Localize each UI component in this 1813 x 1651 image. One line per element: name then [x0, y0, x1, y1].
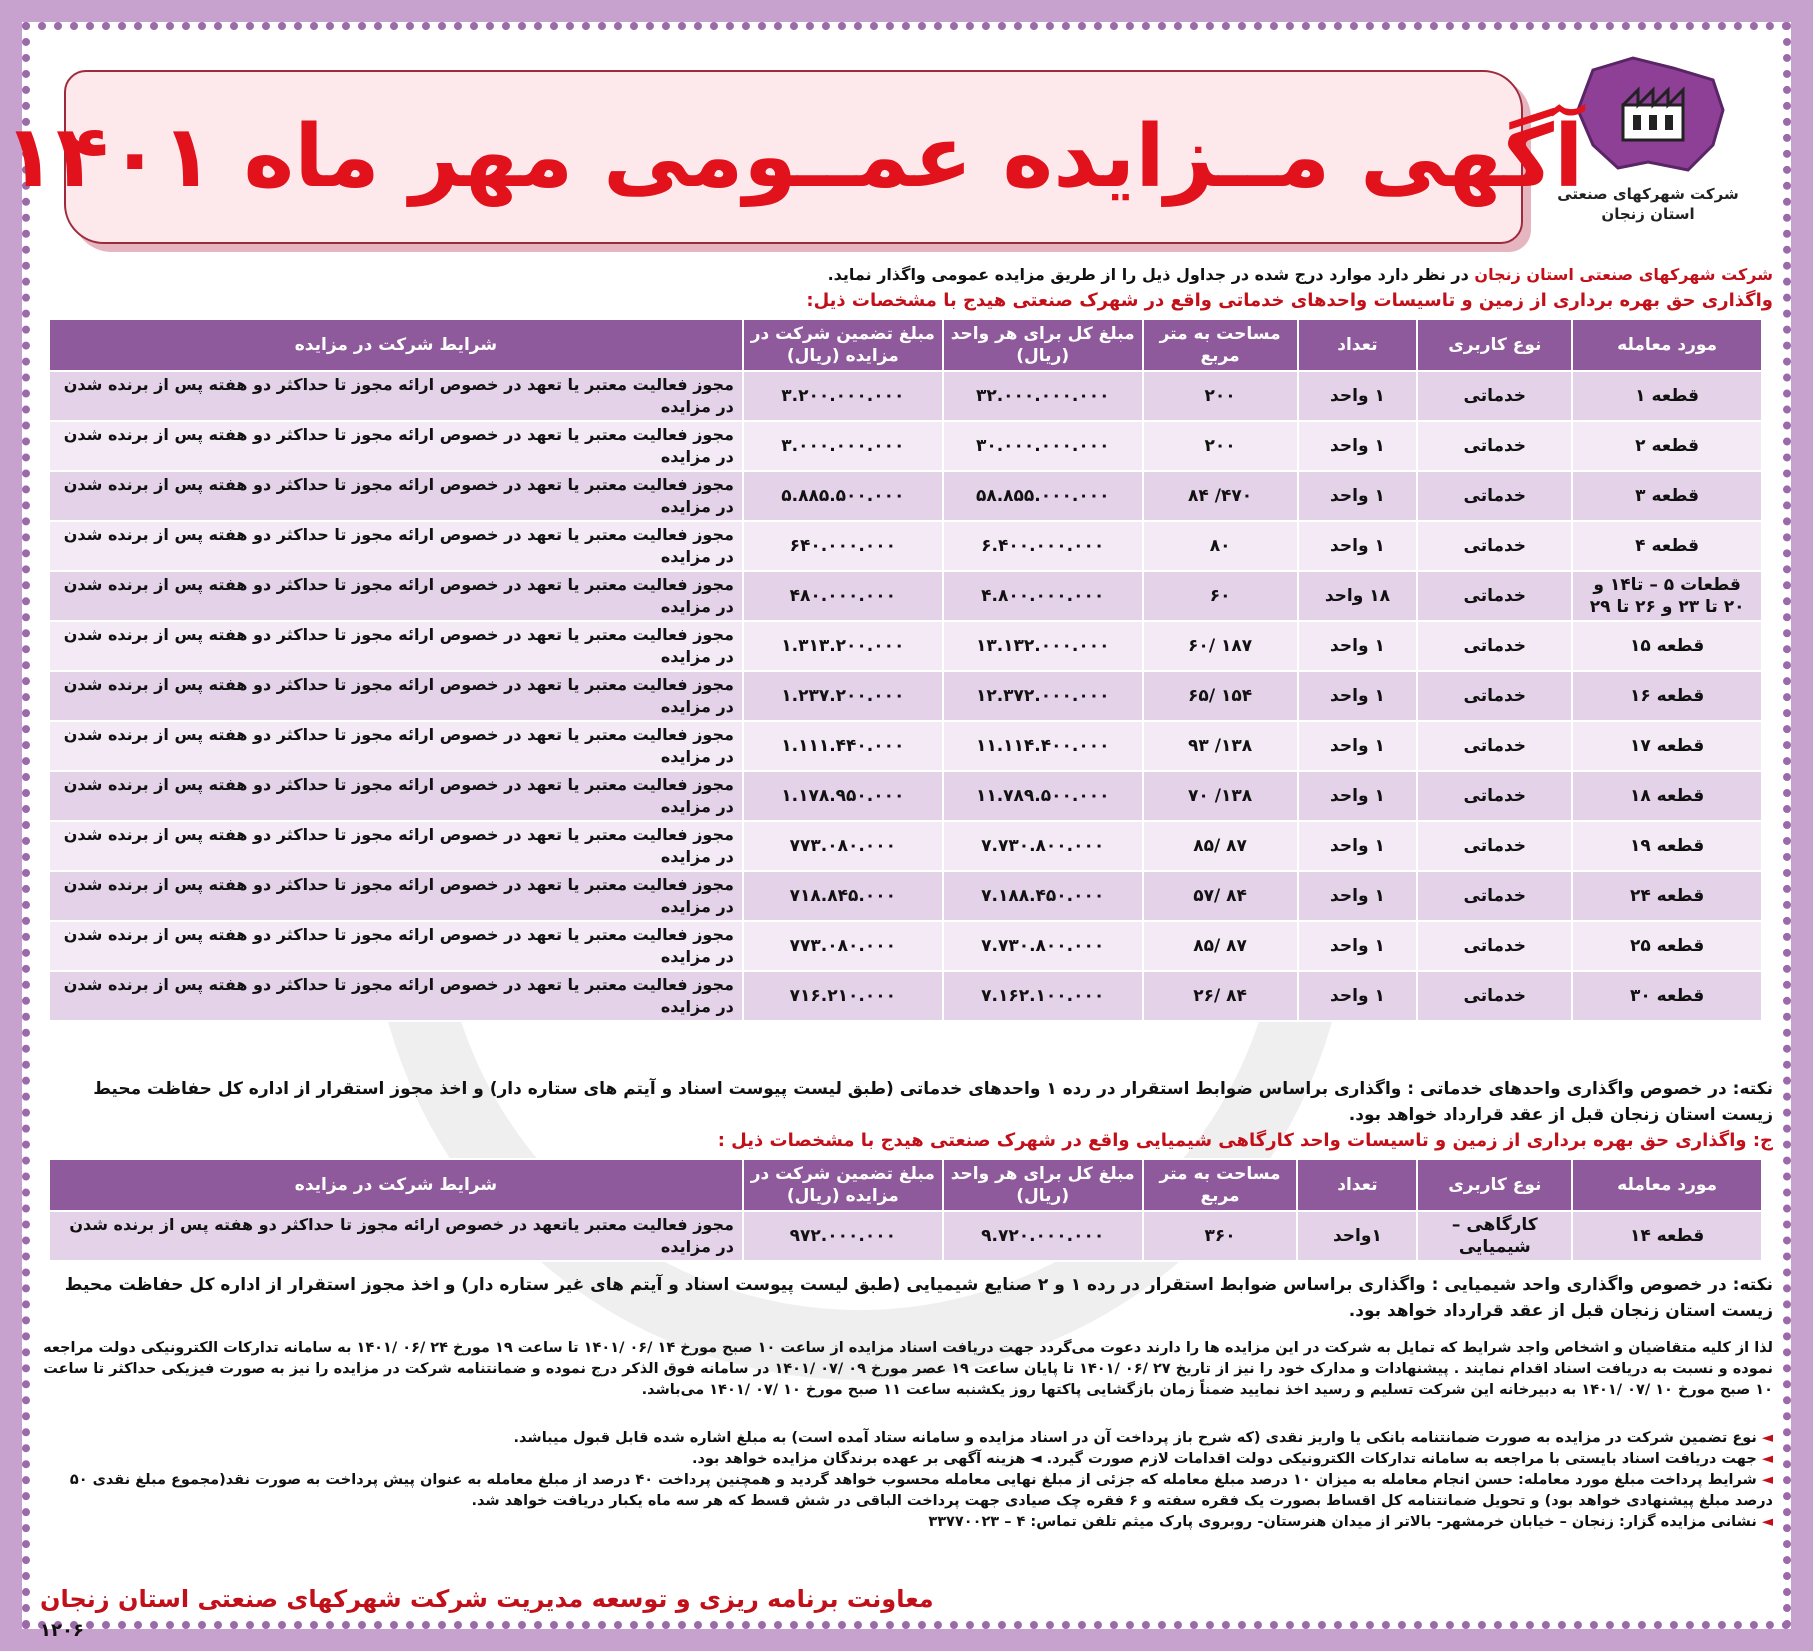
- column-header: نوع کاربری: [1417, 1159, 1572, 1211]
- table-cell-total: ۱۱.۷۸۹.۵۰۰.۰۰۰: [943, 771, 1143, 821]
- table-cell-guarantee: ۷۷۳.۰۸۰.۰۰۰: [743, 921, 943, 971]
- table-cell-item: قطعه ۱: [1572, 371, 1762, 421]
- table-cell-use: خدماتی: [1417, 871, 1572, 921]
- column-header: تعداد: [1297, 1159, 1417, 1211]
- logo-text-line2: استان زنجان: [1601, 205, 1695, 223]
- page-number: ۱۲۰۶: [40, 1620, 84, 1641]
- table-row: [49, 921, 1762, 971]
- table-row: [49, 421, 1762, 471]
- column-header: مبلغ تضمین شرکت در مزایده (ریال): [743, 1159, 943, 1211]
- arrow-left-icon: ◄: [1756, 1451, 1773, 1467]
- table-cell-cond: مجوز فعالیت معتبر یا تعهد در خصوص ارائه مجوز تا حداکثر دو هفته پس از برنده شدن در مزایده: [49, 921, 743, 971]
- table-cell-area: ۳۶۰: [1143, 1211, 1298, 1261]
- table-cell-guarantee: ۷۱۶.۲۱۰.۰۰۰: [743, 971, 943, 1021]
- table-cell-area: ۱۵۴ /۶۵: [1143, 671, 1298, 721]
- table-cell-cond: مجوز فعالیت معتبر یا تعهد در خصوص ارائه مجوز تا حداکثر دو هفته پس از برنده شدن در مزایده: [49, 471, 743, 521]
- table-row: [49, 471, 1762, 521]
- intro-body: در نظر دارد موارد درج شده در جداول ذیل را از طریق مزایده عمومی واگذار نماید.: [827, 265, 1469, 284]
- bullet-text: شرایط پرداخت مبلغ مورد معامله: حسن انجام معامله به میزان ۱۰ درصد مبلغ معامله که جزئی از مبلغ نهایی معامله محسوب خواهد گردید و همچنین پرداخت ۴۰ درصد از مبلغ معامله به عنوان پیش پرداخت به صورت نقد(مجموع مبلغ نقدی ۵۰ درصد مبلغ پیشنهادی خواهد بود) و تحویل ضمانتنامه کل اقساط بصورت یک فقره سفته و ۶ فقره چک صیادی جهت پرداخت الباقی در شش قسط که هر سه ماه یکبار دریافت خواهد شد.: [69, 1472, 1773, 1509]
- table-cell-area: ۸۴ /۵۷: [1143, 871, 1298, 921]
- table-cell-total: ۴.۸۰۰.۰۰۰.۰۰۰: [943, 571, 1143, 621]
- table-cell-item: قطعه ۱۶: [1572, 671, 1762, 721]
- table-cell-guarantee: ۳.۲۰۰.۰۰۰.۰۰۰: [743, 371, 943, 421]
- table-cell-total: ۱۱.۱۱۴.۴۰۰.۰۰۰: [943, 721, 1143, 771]
- table-cell-count: ۱ واحد: [1298, 471, 1418, 521]
- table-cell-guarantee: ۶۴۰.۰۰۰.۰۰۰: [743, 521, 943, 571]
- section1-title: واگذاری حق بهره برداری از زمین و تاسیسات واحدهای خدماتی واقع در شهرک صنعتی هیدج با مشخصات ذیل:: [806, 290, 1773, 311]
- table-cell-use: خدماتی: [1417, 621, 1572, 671]
- column-header: مساحت به متر مربع: [1143, 319, 1298, 371]
- table-cell-guarantee: ۱.۲۳۷.۲۰۰.۰۰۰: [743, 671, 943, 721]
- table-cell-cond: مجوز فعالیت معتبر یا تعهد در خصوص ارائه مجوز تا حداکثر دو هفته پس از برنده شدن در مزایده: [49, 771, 743, 821]
- table-cell-item: قطعه ۲۴: [1572, 871, 1762, 921]
- announcement: [3, 40, 1773, 1641]
- table-cell-area: ۸۴ /۲۶: [1143, 971, 1298, 1021]
- column-header: مبلغ کل برای هر واحد (ریال): [943, 319, 1143, 371]
- table-cell-count: ۱ واحد: [1298, 771, 1418, 821]
- footer-signature: معاونت برنامه ریزی و توسعه مدیریت شرکت شهرکهای صنعتی استان زنجان: [40, 1585, 934, 1613]
- table-cell-item: قطعه ۱۸: [1572, 771, 1762, 821]
- chemical-table: [48, 1158, 1763, 1262]
- table-cell-total: ۷.۷۳۰.۸۰۰.۰۰۰: [943, 821, 1143, 871]
- table-row: [49, 671, 1762, 721]
- table-row: [49, 1211, 1762, 1261]
- title-banner: [3, 70, 1584, 244]
- table-cell-total: ۶.۴۰۰.۰۰۰.۰۰۰: [943, 521, 1143, 571]
- table-cell-use: خدماتی: [1417, 971, 1572, 1021]
- table-cell-use: خدماتی: [1417, 721, 1572, 771]
- column-header: نوع کاربری: [1417, 319, 1572, 371]
- table-row: [49, 371, 1762, 421]
- table-cell-count: ۱واحد: [1297, 1211, 1417, 1261]
- table-header-row: [49, 1159, 1762, 1211]
- table-cell-cond: مجوز فعالیت معتبر یا تعهد در خصوص ارائه مجوز تا حداکثر دو هفته پس از برنده شدن در مزایده: [49, 871, 743, 921]
- table-cell-total: ۵۸.۸۵۵.۰۰۰.۰۰۰: [943, 471, 1143, 521]
- table-cell-count: ۱ واحد: [1298, 921, 1418, 971]
- table-cell-guarantee: ۱.۱۷۸.۹۵۰.۰۰۰: [743, 771, 943, 821]
- table-cell-item: قطعه ۴: [1572, 521, 1762, 571]
- table-cell-total: ۷.۷۳۰.۸۰۰.۰۰۰: [943, 921, 1143, 971]
- table-cell-cond: مجوز فعالیت معتبر یا تعهد در خصوص ارائه مجوز تا حداکثر دو هفته پس از برنده شدن در مزایده: [49, 371, 743, 421]
- list-item: [40, 1512, 1773, 1533]
- table-row: [49, 821, 1762, 871]
- table-cell-count: ۱ واحد: [1298, 671, 1418, 721]
- table-cell-item: قطعه ۳: [1572, 471, 1762, 521]
- column-header: مورد معامله: [1572, 319, 1762, 371]
- table-row: [49, 871, 1762, 921]
- table-row: [49, 571, 1762, 621]
- table-cell-total: ۹.۷۲۰.۰۰۰.۰۰۰: [943, 1211, 1143, 1261]
- arrow-left-icon: ◄: [1756, 1430, 1773, 1446]
- table-cell-total: ۱۲.۳۷۲.۰۰۰.۰۰۰: [943, 671, 1143, 721]
- table-cell-cond: مجوز فعالیت معتبر یا تعهد در خصوص ارائه مجوز تا حداکثر دو هفته پس از برنده شدن در مزایده: [49, 421, 743, 471]
- column-header: مورد معامله: [1572, 1159, 1762, 1211]
- section2-title: ج: واگذاری حق بهره برداری از زمین و تاسیسات واحد کارگاهی شیمیایی واقع در شهرک صنعتی هیدج با مشخصات ذیل :: [717, 1130, 1773, 1151]
- table-cell-guarantee: ۳.۰۰۰.۰۰۰.۰۰۰: [743, 421, 943, 471]
- table-cell-use: خدماتی: [1417, 471, 1572, 521]
- table-cell-area: ۸۰: [1143, 521, 1298, 571]
- table-cell-cond: مجوز فعالیت معتبر یا تعهد در خصوص ارائه مجوز تا حداکثر دو هفته پس از برنده شدن در مزایده: [49, 621, 743, 671]
- table-cell-item: قطعه ۳۰: [1572, 971, 1762, 1021]
- table-cell-use: خدماتی: [1417, 921, 1572, 971]
- table-cell-use: خدماتی: [1417, 571, 1572, 621]
- table-row: [49, 771, 1762, 821]
- table-cell-item: قطعه ۲: [1572, 421, 1762, 471]
- table-cell-cond: مجوز فعالیت معتبر یا تعهد در خصوص ارائه مجوز تا حداکثر دو هفته پس از برنده شدن در مزایده: [49, 571, 743, 621]
- table-cell-guarantee: ۵.۸۸۵.۵۰۰.۰۰۰: [743, 471, 943, 521]
- column-header: مبلغ تضمین شرکت در مزایده (ریال): [743, 319, 943, 371]
- bullet-text: نشانی مزایده گزار: زنجان – خیابان خرمشهر- بالاتر از میدان هنرستان- روبروی پارک میثم تلفن تماس: ۴ – ۳۳۷۷۰۰۲۳: [928, 1514, 1757, 1530]
- logo-text-line1: شرکت شهرکهای صنعتی: [1557, 185, 1739, 203]
- table-cell-count: ۱ واحد: [1298, 421, 1418, 471]
- table-cell-item: قطعه ۱۹: [1572, 821, 1762, 871]
- section2-note: نکته: در خصوص واگذاری واحد شیمیایی : واگذاری براساس ضوابط استقرار در رده ۱ و ۲ صنایع شیمیایی (طبق لیست پیوست اسناد و آیتم های غیر ستاره دار) و اخذ مجوز استقرار از اداره کل حفاظت محیط زیست استان زنجان قبل از عقد قرارداد خواهد بود.: [64, 1275, 1773, 1321]
- column-header: شرایط شرکت در مزایده: [49, 319, 743, 371]
- list-item: [40, 1449, 1773, 1470]
- table-cell-area: ۱۸۷ /۶۰: [1143, 621, 1298, 671]
- bullet-list: [40, 1428, 1773, 1533]
- table-cell-guarantee: ۹۷۲.۰۰۰.۰۰۰: [743, 1211, 943, 1261]
- table-cell-guarantee: ۱.۳۱۳.۲۰۰.۰۰۰: [743, 621, 943, 671]
- table-cell-total: ۳۲.۰۰۰.۰۰۰.۰۰۰: [943, 371, 1143, 421]
- table-cell-use: خدماتی: [1417, 821, 1572, 871]
- table-cell-total: ۳۰.۰۰۰.۰۰۰.۰۰۰: [943, 421, 1143, 471]
- column-header: مساحت به متر مربع: [1143, 1159, 1298, 1211]
- table-cell-use: خدماتی: [1417, 521, 1572, 571]
- table-cell-count: ۱۸ واحد: [1298, 571, 1418, 621]
- table-cell-guarantee: ۱.۱۱۱.۴۴۰.۰۰۰: [743, 721, 943, 771]
- list-item: [40, 1428, 1773, 1449]
- table-row: [49, 721, 1762, 771]
- table-cell-item: قطعات ۵ – تا۱۴ و ۲۰ تا ۲۳ و ۲۶ تا ۲۹: [1572, 571, 1762, 621]
- section1-note: نکته: در خصوص واگذاری واحدهای خدماتی : واگذاری براساس ضوابط استقرار در رده ۱ واحدهای خدماتی (طبق لیست پیوست اسناد و آیتم های ستاره دار) و اخذ مجوز استقرار از اداره کل حفاظت محیط زیست استان زنجان قبل از عقد قرارداد خواهد بود.: [93, 1079, 1773, 1125]
- table-cell-item: قطعه ۱۷: [1572, 721, 1762, 771]
- table-cell-cond: مجوز فعالیت معتبر یا تعهد در خصوص ارائه مجوز تا حداکثر دو هفته پس از برنده شدن در مزایده: [49, 671, 743, 721]
- table-cell-area: ۲۰۰: [1143, 371, 1298, 421]
- intro-org: شرکت شهرکهای صنعتی استان زنجان: [1474, 265, 1773, 284]
- table-cell-area: ۸۷ /۸۵: [1143, 921, 1298, 971]
- page-title: آگهی مــزایده عمــومی مهر ماه ۱۴۰۱: [3, 107, 1584, 207]
- column-header: تعداد: [1298, 319, 1418, 371]
- table-cell-cond: مجوز فعالیت معتبر یا تعهد در خصوص ارائه مجوز تا حداکثر دو هفته پس از برنده شدن در مزایده: [49, 521, 743, 571]
- table-cell-cond: مجوز فعالیت معتبر یا تعهد در خصوص ارائه مجوز تا حداکثر دو هفته پس از برنده شدن در مزایده: [49, 721, 743, 771]
- table-cell-item: قطعه ۱۵: [1572, 621, 1762, 671]
- table-cell-item: قطعه ۱۴: [1572, 1211, 1762, 1261]
- iran-map-factory-icon: [1563, 50, 1733, 180]
- table-cell-use: کارگاهی – شیمیایی: [1417, 1211, 1572, 1261]
- arrow-left-icon: ◄: [1756, 1472, 1773, 1488]
- table-row: [49, 521, 1762, 571]
- table-row: [49, 971, 1762, 1021]
- table-cell-cond: مجوز فعالیت معتبر یاتعهد در خصوص ارائه مجوز تا حداکثر دو هفته پس از برنده شدن در مزایده: [49, 1211, 743, 1261]
- table-cell-cond: مجوز فعالیت معتبر یا تعهد در خصوص ارائه مجوز تا حداکثر دو هفته پس از برنده شدن در مزایده: [49, 821, 743, 871]
- table-cell-use: خدماتی: [1417, 371, 1572, 421]
- table-cell-area: ۶۰: [1143, 571, 1298, 621]
- table-cell-item: قطعه ۲۵: [1572, 921, 1762, 971]
- column-header: مبلغ کل برای هر واحد (ریال): [943, 1159, 1143, 1211]
- arrow-left-icon: ◄: [1756, 1514, 1773, 1530]
- bullet-text: نوع تضمین شرکت در مزایده به صورت ضمانتنامه بانکی یا واریز نقدی (که شرح باز پرداخت آن در اسناد مزایده و سامانه ستاد آمده است) به مبلغ اشاره شده قابل قبول میباشد.: [513, 1430, 1757, 1446]
- list-item: [40, 1470, 1773, 1512]
- table-cell-count: ۱ واحد: [1298, 721, 1418, 771]
- table-cell-area: ۱۳۸/ ۹۳: [1143, 721, 1298, 771]
- services-table: [48, 318, 1763, 1022]
- table-cell-area: ۸۷ /۸۵: [1143, 821, 1298, 871]
- table-cell-count: ۱ واحد: [1298, 371, 1418, 421]
- column-header: شرایط شرکت در مزایده: [49, 1159, 743, 1211]
- table-header-row: [49, 319, 1762, 371]
- table-cell-total: ۷.۱۸۸.۴۵۰.۰۰۰: [943, 871, 1143, 921]
- table-cell-use: خدماتی: [1417, 421, 1572, 471]
- table-cell-guarantee: ۷۱۸.۸۴۵.۰۰۰: [743, 871, 943, 921]
- table-cell-guarantee: ۷۷۳.۰۸۰.۰۰۰: [743, 821, 943, 871]
- table-cell-use: خدماتی: [1417, 671, 1572, 721]
- table-cell-cond: مجوز فعالیت معتبر یا تعهد در خصوص ارائه مجوز تا حداکثر دو هفته پس از برنده شدن در مزایده: [49, 971, 743, 1021]
- table-cell-use: خدماتی: [1417, 771, 1572, 821]
- intro-text: [40, 262, 1773, 288]
- table-cell-count: ۱ واحد: [1298, 971, 1418, 1021]
- table-cell-area: ۱۳۸/ ۷۰: [1143, 771, 1298, 821]
- main-paragraph: لذا از کلیه متقاضیان و اشخاص واجد شرایط که تمایل به شرکت در این مزایده ها را دارند دعوت می‌گردد جهت دریافت اسناد مزایده از ساعت ۱۰ صبح مورخ ۱۴ /۰۶ /۱۴۰۱ تا ساعت ۱۹ مورخ ۲۴ /۰۶ /۱۴۰۱ به سامانه تدارکات الکترونیکی دولت مراجعه نموده و نسبت به دریافت اسناد اقدام نمایند . پیشنهادات و مدارک خود را نیز از تاریخ ۲۷ /۰۶ /۱۴۰۱ تا پایان ساعت ۱۹ عصر مورخ ۰۹ /۰۷ /۱۴۰۱ در سامانه فوق الذکر درج نموده و ضمانتنامه شرکت در مزایده را نیز به صورت فیزیکی حداکثر تا ساعت ۱۰ صبح مورخ ۱۰ /۰۷ /۱۴۰۱ به دبیرخانه این شرکت تسلیم و رسید اخذ نمایید ضمناً زمان بازگشایی پاکتها روز یکشنبه ساعت ۱۱ صبح مورخ ۱۰ /۰۷ /۱۴۰۱ می‌باشد.: [43, 1340, 1773, 1398]
- table-cell-count: ۱ واحد: [1298, 521, 1418, 571]
- bullet-text: جهت دریافت اسناد بایستی با مراجعه به سامانه تدارکات الکترونیکی دولت اقدامات لازم صورت گیرد. ◄ هزینه آگهی بر عهده برندگان مزایده خواهد بود.: [691, 1451, 1757, 1467]
- table-cell-count: ۱ واحد: [1298, 621, 1418, 671]
- table-row: [49, 621, 1762, 671]
- table-cell-count: ۱ واحد: [1298, 821, 1418, 871]
- table-cell-area: ۴۷۰/ ۸۴: [1143, 471, 1298, 521]
- table-cell-total: ۱۳.۱۳۲.۰۰۰.۰۰۰: [943, 621, 1143, 671]
- table-cell-guarantee: ۴۸۰.۰۰۰.۰۰۰: [743, 571, 943, 621]
- table-cell-area: ۲۰۰: [1143, 421, 1298, 471]
- table-cell-count: ۱ واحد: [1298, 871, 1418, 921]
- table-cell-total: ۷.۱۶۲.۱۰۰.۰۰۰: [943, 971, 1143, 1021]
